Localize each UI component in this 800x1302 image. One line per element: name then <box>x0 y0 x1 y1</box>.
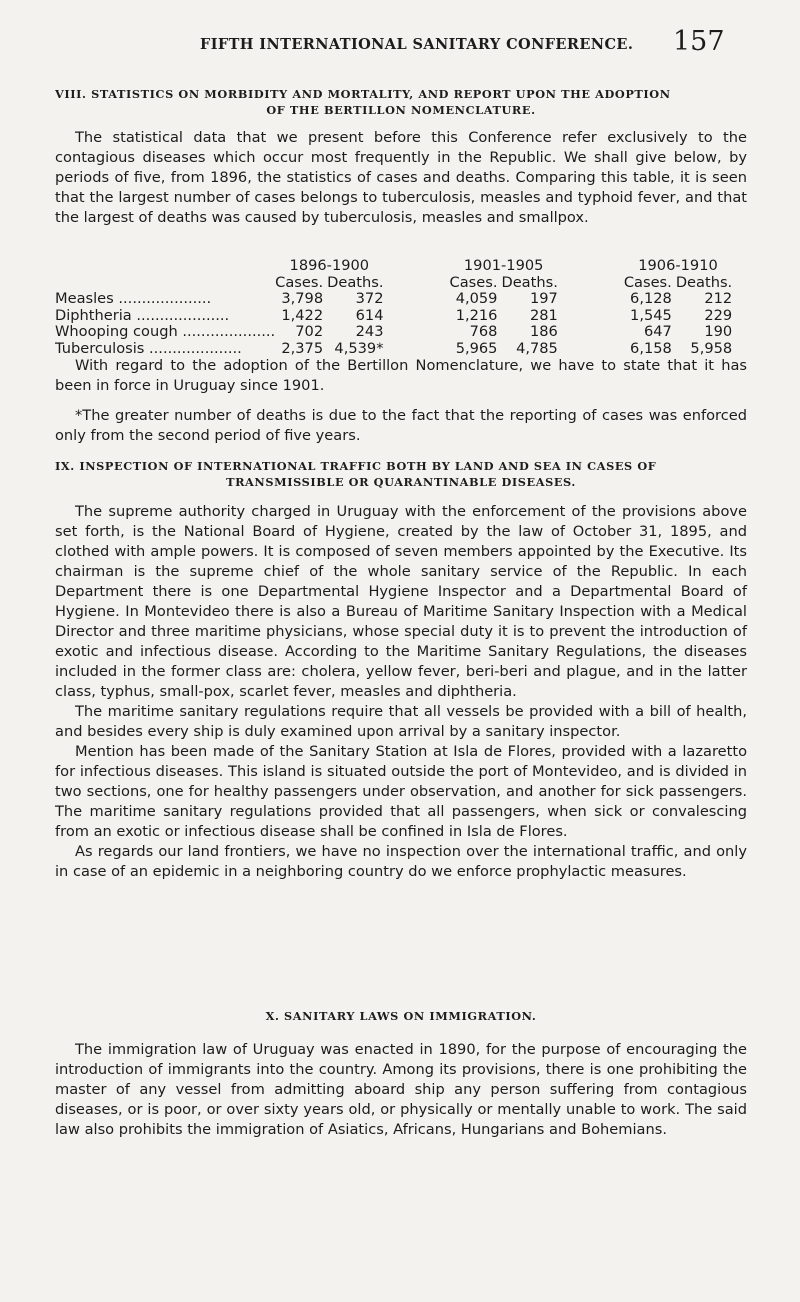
row-label: Tuberculosis <box>55 340 145 357</box>
table-cell: 372 <box>355 290 384 307</box>
table-period-row <box>55 258 732 275</box>
table-cell: 4,059 <box>455 290 498 307</box>
table-cell: 1,216 <box>455 306 498 324</box>
page-number: 157 <box>673 26 725 57</box>
column-header: Deaths. <box>675 273 733 291</box>
section-10-body <box>55 1040 747 1140</box>
section-10-title: X. SANITARY LAWS ON IMMIGRATION. <box>265 1009 537 1023</box>
table-cell: 647 <box>643 323 672 340</box>
table-cell: 2,375 <box>281 339 324 357</box>
table-cell: 197 <box>529 290 558 307</box>
intro-paragraph: The statistical data that we present before this Conference refer exclusively to the contagious diseases which occur most frequently in the Republic. We shall give below, by periods of five, from 1896, the statistics of cases and deaths. Comparing this table, it is seen that the largest number of cases belongs to tuberculosis, measles and typhoid fever, and that the largest of deaths was caused by tuberculosis, measles and smallpox. <box>55 129 747 226</box>
table-cell: 5,958 <box>690 339 733 357</box>
table-row: Measles .................... 3,798 372 4,059 197 6,128 212 <box>55 290 733 307</box>
table-cell: 614 <box>355 306 384 324</box>
row-label: Whooping cough <box>55 324 178 340</box>
column-header: Cases. <box>275 273 324 291</box>
period-header: 1896-1900 <box>289 257 370 274</box>
section-8-title-line1: VIII. STATISTICS ON MORBIDITY AND MORTALITY, AND REPORT UPON THE ADOPTION <box>55 87 671 101</box>
section-9-paragraph-4: As regards our land frontiers, we have no inspection over the international traffic, and only in case of an epidemic in a neighboring country do we enforce prophylactic measures. <box>55 843 747 880</box>
footnote: *The greater number of deaths is due to the fact that the reporting of cases was enforced only from the second period of five years. <box>55 407 747 444</box>
table-cell: 1,545 <box>630 306 672 324</box>
row-label: Diphtheria <box>55 307 132 324</box>
statistics-table <box>55 258 732 357</box>
table-cell: 768 <box>469 323 498 340</box>
table-cell: 6,128 <box>630 290 672 307</box>
section-9-title <box>55 458 747 490</box>
table-cell: 4,785 <box>516 339 558 357</box>
table-cell: 229 <box>704 306 733 324</box>
column-header: Deaths. <box>501 273 558 291</box>
section-9-title-line2: TRANSMISSIBLE OR QUARANTINABLE DISEASES. <box>226 475 576 489</box>
table-cell: 1,422 <box>281 306 324 324</box>
row-label: Measles <box>55 291 114 307</box>
section-8-intro <box>55 128 747 228</box>
table-cell: 6,158 <box>630 339 672 357</box>
bertillon-paragraph: With regard to the adoption of the Bertillon Nomenclature, we have to state that it has been in force in Uruguay since 1901. <box>55 357 747 394</box>
section-9-paragraph-3: Mention has been made of the Sanitary Station at Isla de Flores, provided with a lazaretto for infectious diseases. This island is situated outside the port of Montevideo, and is divided in two sections, one for healthy passengers under observation, and another for sick passengers. The maritime sanitary regulations provided that all passengers, when sick or convalescing from an exotic or infectious disease shall be confined in Isla de Flores. <box>55 743 747 840</box>
section-8-title <box>55 86 747 118</box>
table-cell: 190 <box>704 323 733 340</box>
column-header: Cases. <box>449 273 498 291</box>
column-header: Cases. <box>623 273 672 291</box>
table-row: Tuberculosis .................... 2,375 4,539* 5,965 4,785 6,158 5,958 <box>55 339 733 357</box>
table-cell: 702 <box>295 323 324 340</box>
table-cell: 243 <box>355 323 384 340</box>
footnote-block <box>55 406 747 446</box>
table-cell: 5,965 <box>455 339 498 357</box>
table-cell: 212 <box>704 290 733 307</box>
table-cell: 281 <box>529 306 558 324</box>
section-9-paragraph-2: The maritime sanitary regulations require that all vessels be provided with a bill of health, and besides every ship is duly examined upon arrival by a sanitary inspector. <box>55 703 747 740</box>
section-10-paragraph-1: The immigration law of Uruguay was enacted in 1890, for the purpose of encouraging the introduction of immigrants into the country. Among its provisions, there is one prohibiting the master of any vessel from admitting aboard ship any person suffering from contagious diseases, or is poor, or over sixty years old, or physically or mentally unable to work. The said law also prohibits the immigration of Asiatics, Africans, Hungarians and Bohemians. <box>55 1041 747 1138</box>
period-header: 1901-1905 <box>463 257 544 274</box>
section-9-title-line1: IX. INSPECTION OF INTERNATIONAL TRAFFIC BOTH BY LAND AND SEA IN CASES OF <box>55 459 657 473</box>
period-header: 1906-1910 <box>638 257 718 274</box>
bertillon-block <box>55 356 747 396</box>
section-9-paragraph-1: The supreme authority charged in Uruguay with the enforcement of the provisions above set forth, is the National Board of Hygiene, created by the law of October 31, 1895, and clothed with ample powers. It is composed of seven members appointed by the Executive. Its chairman is the supreme chief of the whole sanitary service of the Republic. In each Department there is one Departmental Hygiene Inspector and a Departmental Board of Hygiene. In Montevideo there is also a Bureau of Maritime Sanitary Inspection with a Medical Director and three maritime physicians, whose special duty it is to prevent the introduction of exotic and infectious disease. According to the Maritime Sanitary Regulations, the diseases included in the former class are: cholera, yellow fever, beri-beri and plague, and in the latter class, typhus, small-pox, scarlet fever, measles and diphtheria. <box>55 503 747 700</box>
table-cell: 4,539* <box>334 339 384 357</box>
table-row: Diphtheria .................... 1,422 614 1,216 281 1,545 229 <box>55 306 733 324</box>
section-8-title-line2: OF THE BERTILLON NOMENCLATURE. <box>266 103 536 117</box>
table-cell: 3,798 <box>281 290 324 307</box>
table-column-row <box>55 275 732 292</box>
table-cell: 186 <box>529 323 558 340</box>
running-title: FIFTH INTERNATIONAL SANITARY CONFERENCE. <box>200 36 634 53</box>
column-header: Deaths. <box>327 273 384 291</box>
section-9-body <box>55 502 747 882</box>
table-row: Whooping cough .................... 702 243 768 186 647 190 <box>55 323 733 340</box>
